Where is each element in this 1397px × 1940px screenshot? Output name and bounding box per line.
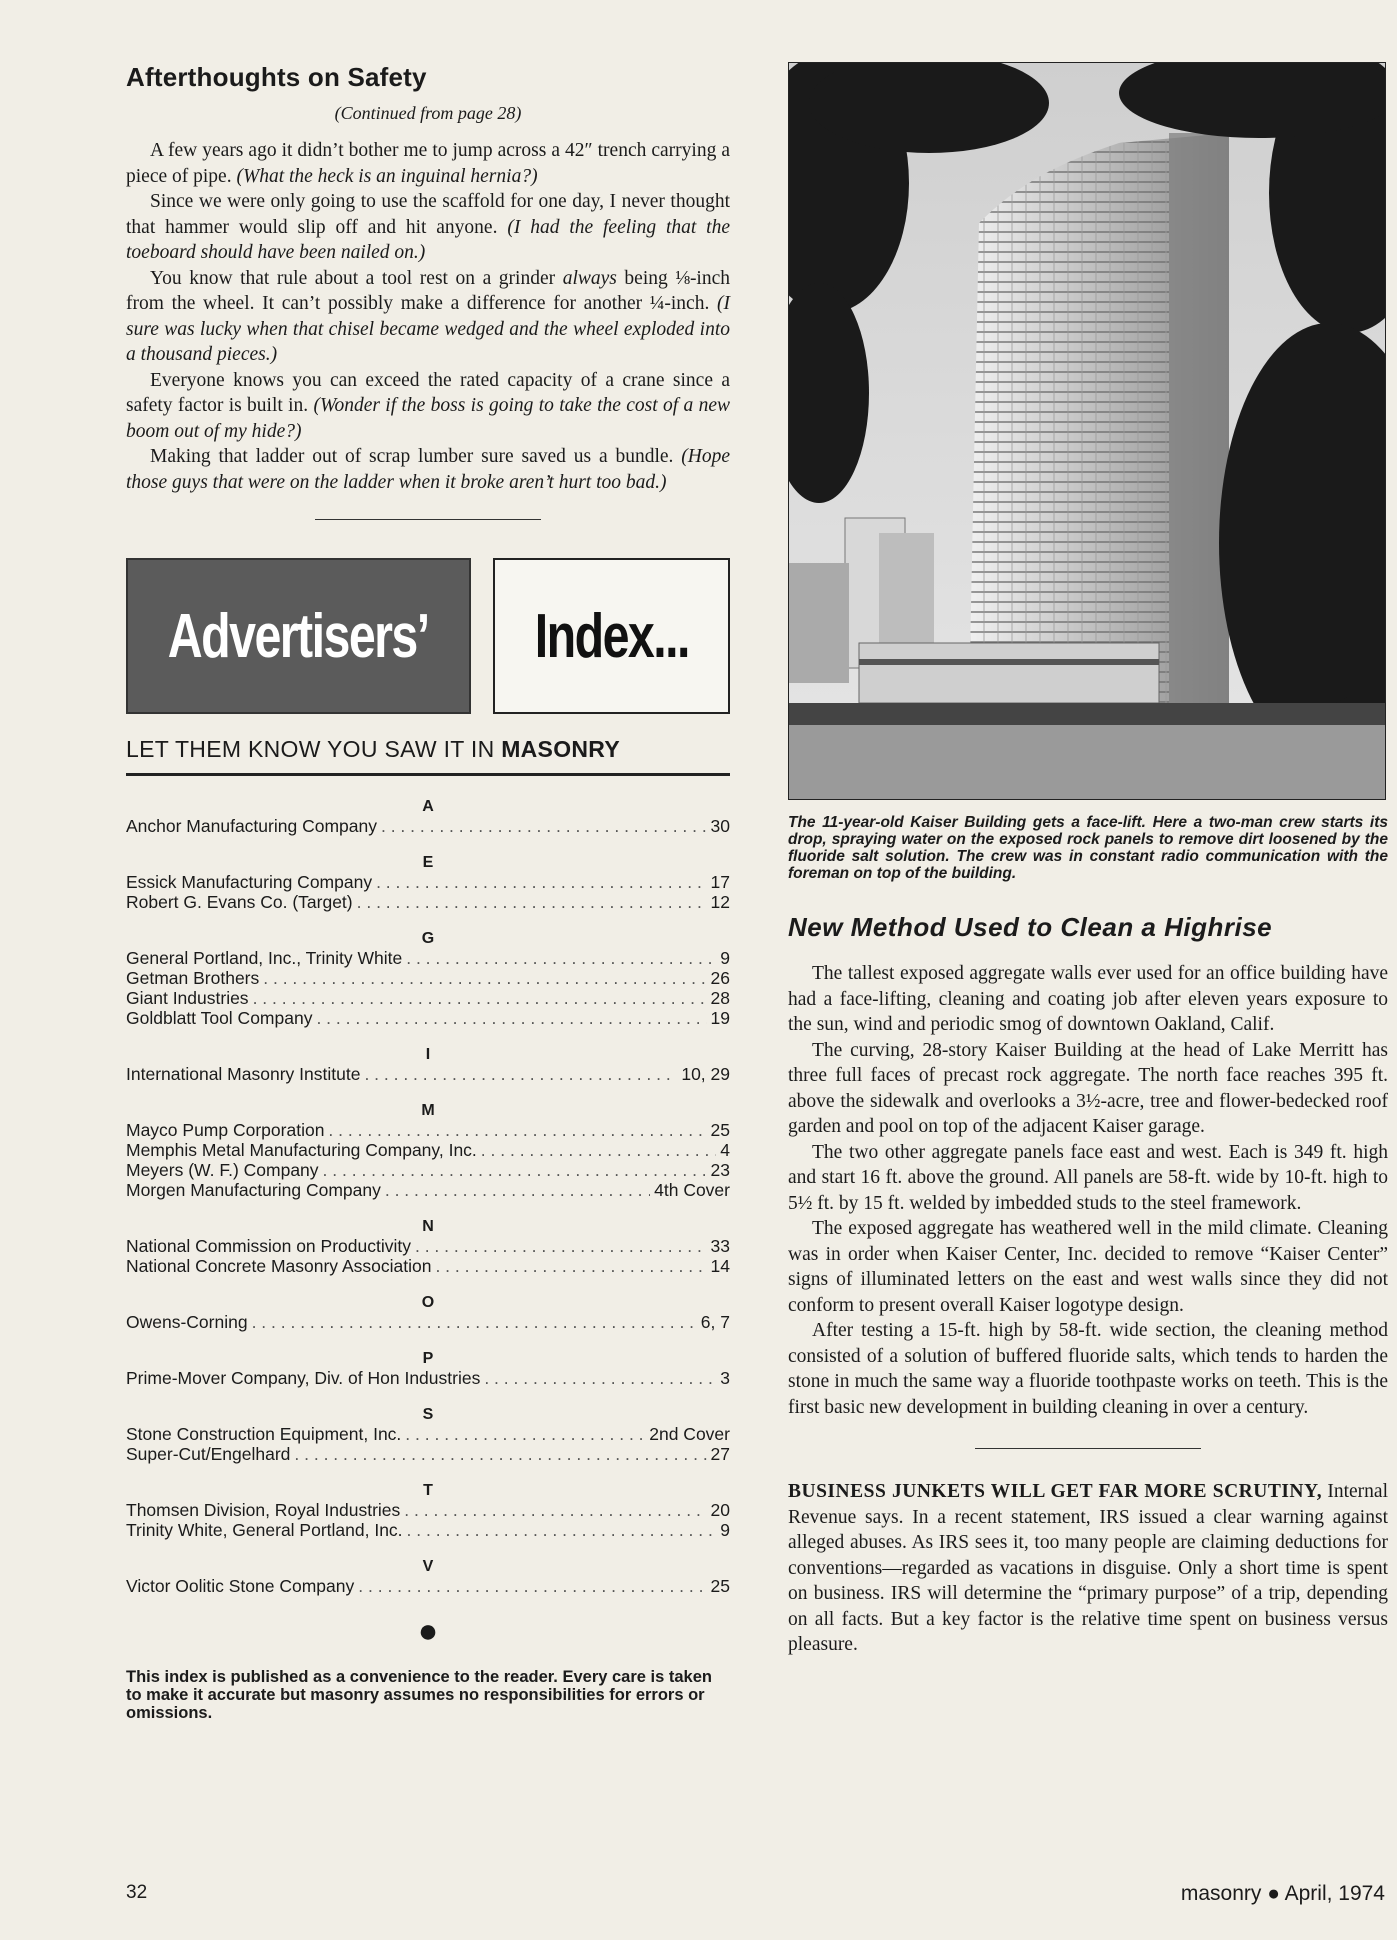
advertiser-page: 4th Cover bbox=[654, 1180, 730, 1200]
article-paragraph: A few years ago it didn’t bother me to jump across a 42″ trench carrying a piece of pipe. (What the heck is an inguinal hernia?) bbox=[126, 140, 730, 187]
highrise-paragraph: The curving, 28-story Kaiser Building at the head of Lake Merritt has three full faces of precast rock aggregate. The north face reaches 395 ft. above the sidewalk and overlooks a 3½-acre, tree and flower-bedecked roof garden and pool on top of the adjacent Kaiser garage. bbox=[788, 1039, 1388, 1137]
article-paragraph: You know that rule about a tool rest on a grinder always being ⅛-inch from the wheel. It can’t possibly make a difference for another ¼-inch. (I sure was lucky when that chisel became wedged and the wheel exploded into a thousand pieces.) bbox=[126, 267, 731, 365]
advertiser-entry bbox=[126, 1520, 730, 1540]
advertiser-entry bbox=[126, 1160, 730, 1180]
advertiser-name: Thomsen Division, Royal Industries bbox=[126, 1500, 401, 1520]
advertiser-name: National Commission on Productivity bbox=[126, 1236, 411, 1256]
leader-dots bbox=[328, 1120, 706, 1140]
advertisers-list bbox=[126, 798, 730, 1596]
group-spacer bbox=[126, 1332, 730, 1346]
advertiser-name: Meyers (W. F.) Company bbox=[126, 1160, 319, 1180]
group-spacer bbox=[126, 1028, 730, 1042]
advertiser-page: 26 bbox=[710, 968, 730, 988]
advertiser-page: 9 bbox=[720, 948, 730, 968]
highrise-paragraph: After testing a 15-ft. high by 58-ft. wide section, the cleaning method consisted of a solution of buffered fluoride salts, which tends to harden the stone in much the same way a fluoride toothpaste works on teeth. This is the first basic new development in building cleaning in over a century. bbox=[788, 1320, 1388, 1418]
group-spacer bbox=[126, 1200, 730, 1214]
advertiser-name: Giant Industries bbox=[126, 988, 249, 1008]
tagline-rule bbox=[126, 773, 730, 776]
advertiser-page: 19 bbox=[710, 1008, 730, 1028]
leader-dots bbox=[253, 988, 707, 1008]
article-paragraph: Since we were only going to use the scaffold for one day, I never thought that hammer would slip off and hit anyone. (I had the feeling that the toeboard should have been nailed on.) bbox=[126, 191, 730, 263]
leader-dots bbox=[484, 1368, 716, 1388]
tagline: LET THEM KNOW YOU SAW IT IN MASONRY bbox=[126, 736, 620, 762]
advertisers-title: Advertisers’ bbox=[168, 601, 430, 671]
advertiser-entry bbox=[126, 948, 730, 968]
advertiser-name: Trinity White, General Portland, Inc. bbox=[126, 1520, 403, 1540]
advertiser-entry bbox=[126, 1500, 730, 1520]
index-letter: M bbox=[421, 1102, 435, 1119]
advertiser-page: 3 bbox=[720, 1368, 730, 1388]
advertiser-entry bbox=[126, 1140, 730, 1160]
advertiser-page: 28 bbox=[710, 988, 730, 1008]
building-illustration bbox=[789, 63, 1385, 799]
advertiser-entry bbox=[126, 1236, 730, 1256]
advertiser-entry bbox=[126, 1424, 730, 1444]
publication-footer: masonry ● April, 1974 bbox=[1180, 1882, 1385, 1905]
advertisers-title-box bbox=[126, 558, 471, 714]
index-letter: P bbox=[422, 1350, 434, 1367]
index-letter: A bbox=[422, 798, 434, 815]
advertiser-entry bbox=[126, 988, 730, 1008]
page-number: 32 bbox=[126, 1882, 148, 1903]
article-paragraph: Everyone knows you can exceed the rated capacity of a crane since a safety factor is built in. (Wonder if the boss is going to take the cost of a new boom out of my hide?) bbox=[126, 369, 730, 442]
advertiser-page: 20 bbox=[710, 1500, 730, 1520]
group-spacer bbox=[126, 836, 730, 850]
index-letter: T bbox=[423, 1482, 433, 1499]
advertiser-page: 33 bbox=[710, 1236, 730, 1256]
continued-note: (Continued from page 28) bbox=[334, 103, 522, 123]
advertiser-name: Super-Cut/Engelhard bbox=[126, 1444, 291, 1464]
leader-dots bbox=[385, 1180, 650, 1200]
advertiser-page: 30 bbox=[710, 816, 730, 836]
leader-dots bbox=[435, 1256, 706, 1276]
advertiser-page: 10, 29 bbox=[681, 1064, 730, 1084]
highrise-paragraph: The tallest exposed aggregate walls ever used for an office building have had a face-lifting, cleaning and coating job after eleven years exposure to the sun, wind and periodic smog of downtown Oakland, Calif. bbox=[788, 963, 1388, 1035]
highrise-paragraph: The exposed aggregate has weathered well in the mild climate. Cleaning was in order when Kaiser Center, Inc. decided to remove “Kaiser Center” signs of illuminated letters on the east and west walls since they did not conform to present overall Kaiser logotype design. bbox=[788, 1218, 1388, 1316]
advertiser-name: International Masonry Institute bbox=[126, 1064, 361, 1084]
leader-dots bbox=[364, 1064, 677, 1084]
right-column bbox=[788, 62, 1388, 1658]
index-letter: V bbox=[422, 1558, 434, 1575]
advertiser-name: Prime-Mover Company, Div. of Hon Industries bbox=[126, 1368, 481, 1388]
advertiser-page: 27 bbox=[710, 1444, 730, 1464]
advertiser-name: Victor Oolitic Stone Company bbox=[126, 1576, 355, 1596]
leader-dots bbox=[376, 872, 706, 892]
group-spacer bbox=[126, 912, 730, 926]
index-title: Index... bbox=[534, 601, 689, 671]
group-spacer bbox=[126, 1276, 730, 1290]
section-divider bbox=[315, 519, 541, 520]
leader-dots bbox=[294, 1444, 706, 1464]
group-spacer bbox=[126, 1084, 730, 1098]
advertiser-entry bbox=[126, 1368, 730, 1388]
leader-dots bbox=[481, 1140, 716, 1160]
leader-dots bbox=[358, 1576, 706, 1596]
index-letter: S bbox=[422, 1406, 434, 1423]
advertiser-entry bbox=[126, 1008, 730, 1028]
left-column bbox=[126, 62, 730, 1722]
index-letter: N bbox=[422, 1218, 434, 1235]
advertiser-entry bbox=[126, 872, 730, 892]
leader-dots bbox=[316, 1008, 706, 1028]
advertiser-page: 25 bbox=[710, 1120, 730, 1140]
photo-caption: The 11-year-old Kaiser Building gets a face-lift. Here a two-man crew starts its drop, spraying water on the exposed rock panels to remove dirt loosened by the fluoride salt solution. The crew was in constant radio communication with the foreman on top of the building. bbox=[788, 814, 1388, 882]
leader-dots bbox=[263, 968, 706, 988]
index-disclaimer: This index is published as a convenience to the reader. Every care is taken to make it accurate but masonry assumes no responsibilities for errors or omissions. bbox=[126, 1668, 712, 1722]
leader-dots bbox=[405, 1424, 645, 1444]
advertiser-entry bbox=[126, 968, 730, 988]
advertiser-entry bbox=[126, 1256, 730, 1276]
leader-dots bbox=[252, 1312, 697, 1332]
advertiser-name: Essick Manufacturing Company bbox=[126, 872, 373, 892]
bullet-ornament: ● bbox=[417, 1613, 439, 1650]
advertiser-entry bbox=[126, 892, 730, 912]
leader-dots bbox=[404, 1500, 706, 1520]
advertiser-page: 14 bbox=[710, 1256, 730, 1276]
advertiser-name: Anchor Manufacturing Company bbox=[126, 816, 377, 836]
advertiser-name: National Concrete Masonry Association bbox=[126, 1256, 432, 1276]
advertiser-name: Goldblatt Tool Company bbox=[126, 1008, 313, 1028]
section-divider bbox=[975, 1448, 1201, 1449]
index-letter: O bbox=[421, 1294, 435, 1311]
leader-dots bbox=[357, 892, 707, 912]
advertisers-index-header bbox=[126, 558, 730, 714]
advertiser-name: Stone Construction Equipment, Inc. bbox=[126, 1424, 402, 1444]
group-spacer bbox=[126, 1540, 730, 1554]
advertiser-page: 4 bbox=[720, 1140, 730, 1160]
leader-dots bbox=[406, 948, 716, 968]
advertiser-page: 25 bbox=[710, 1576, 730, 1596]
advertiser-page: 6, 7 bbox=[700, 1312, 730, 1332]
index-letter: E bbox=[422, 854, 434, 871]
junket-lead: BUSINESS JUNKETS WILL GET FAR MORE SCRUTINY, bbox=[788, 1481, 1323, 1502]
advertiser-name: General Portland, Inc., Trinity White bbox=[126, 948, 403, 968]
index-letter: G bbox=[421, 930, 435, 947]
advertiser-entry bbox=[126, 1576, 730, 1596]
article-title: Afterthoughts on Safety bbox=[126, 62, 427, 92]
advertiser-entry bbox=[126, 1120, 730, 1140]
advertiser-name: Memphis Metal Manufacturing Company, Inc. bbox=[126, 1140, 477, 1160]
advertiser-page: 23 bbox=[710, 1160, 730, 1180]
index-letter: I bbox=[425, 1046, 431, 1063]
advertiser-name: Getman Brothers bbox=[126, 968, 260, 988]
highrise-paragraph: The two other aggregate panels face east and west. Each is 349 ft. high and start 16 ft. above the ground. All panels are 58-ft. wide by 10-ft. high to 5½ ft. by 15 ft. welded by imbedded studs to the steel framework. bbox=[788, 1141, 1388, 1214]
advertiser-entry bbox=[126, 1064, 730, 1084]
junket-text: Internal Revenue says. In a recent statement, IRS issued a clear warning against alleged abuses. As IRS sees it, too many people are claiming deductions for conventions—regarded as vacations in disguise. Only a short time is spent on business. IRS will determine the “primary purpose” of a trip, depending on all facts. But a key factor is the relative time spent on business versus pleasure. bbox=[788, 1481, 1389, 1655]
advertiser-entry bbox=[126, 1444, 730, 1464]
advertiser-name: Owens-Corning bbox=[126, 1312, 248, 1332]
advertiser-page: 2nd Cover bbox=[649, 1424, 730, 1444]
leader-dots bbox=[323, 1160, 707, 1180]
advertiser-name: Morgen Manufacturing Company bbox=[126, 1180, 381, 1200]
advertiser-name: Mayco Pump Corporation bbox=[126, 1120, 325, 1140]
group-spacer bbox=[126, 1464, 730, 1478]
advertiser-entry bbox=[126, 1312, 730, 1332]
leader-dots bbox=[407, 1520, 717, 1540]
highrise-headline: New Method Used to Clean a Highrise bbox=[788, 912, 1273, 942]
group-spacer bbox=[126, 1388, 730, 1402]
junket-paragraph bbox=[788, 1479, 1388, 1658]
index-title-box bbox=[493, 558, 730, 714]
advertiser-name: Robert G. Evans Co. (Target) bbox=[126, 892, 353, 912]
advertiser-entry bbox=[126, 1180, 730, 1200]
advertiser-page: 9 bbox=[720, 1520, 730, 1540]
advertiser-page: 17 bbox=[710, 872, 730, 892]
advertiser-page: 12 bbox=[710, 892, 730, 912]
leader-dots bbox=[381, 816, 707, 836]
advertiser-entry bbox=[126, 816, 730, 836]
leader-dots bbox=[415, 1236, 707, 1256]
article-paragraph: Making that ladder out of scrap lumber sure saved us a bundle. (Hope those guys that were on the ladder when it broke aren’t hurt too bad.) bbox=[126, 446, 730, 493]
kaiser-building-photo bbox=[788, 62, 1386, 800]
